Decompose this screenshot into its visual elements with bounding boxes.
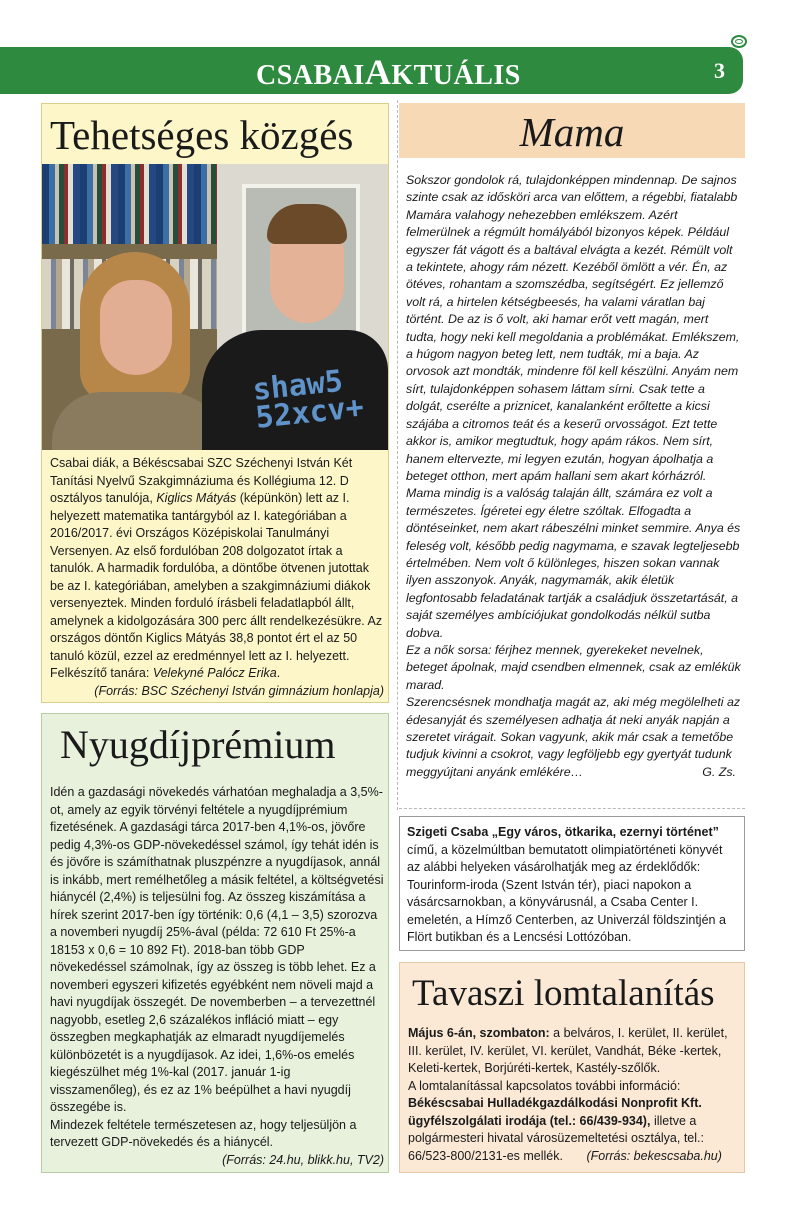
teacher-figure — [52, 242, 227, 450]
tshirt — [202, 330, 388, 450]
mama-paragraph: Szerencsésnek mondhatja magát az, aki még megölelheti az édesanyját és személyesen adhatja át neki anyák napján a szeretet virágait. Sokan vagyunk, akik már csak a temetőbe tudjuk kivinni a csokrot, vagy legföljebb egy gyertyát tudunk meggyújtani anyánk emlékére… G. Zs. — [406, 694, 742, 781]
article-pension — [41, 713, 389, 1173]
student-name: Kiglics Mátyás — [156, 491, 237, 505]
mama-paragraph: Sokszor gondolok rá, tulajdonképpen mindennap. De sajnos szinte csak az idősköri arca van előttem, a régebbi, fiatalabb Mamára valahogy nehezebben emlékszem. Azért felmerülnek a régmúlt homályából bizonyos képek. Például egyszer fát vágott és a baltával elvágta a kezét. Rémült volt a tekintete, ahogy rám nézett. Kezéből ömlött a vér. Én, az ötéves, rohantam a szomszédba, segítségért. Ez jellemző volt rá, a hirtelen kétségbeesés, ha valami váratlan baj történt. De az is ő volt, aki hamar erőt vett magán, mert tudta, hogy neki kell megoldania a problémákat. Emlékszem, a húgom nagyon beteg lett, nem tudták, mi a baja. Az orvosok azt mondták, mindenre föl kell készülni. Anyám nem sírt, tulajdonképpen sohasem láttam sírni. Csak tette a dolgát, cserélte a priznicet, kanalanként erőltette a kicsi szájába a citromos teát és a keserű orvosságot. Ezt tette akkor is, amikor megtudtuk, hogy apám rákos. Nem sírt, hanem eltervezte, mi legyen ezután, hogyan ápolhatja a beteget otthon, mert apám hallani sem akart kórházról. — [406, 173, 740, 483]
book-title: Szigeti Csaba „Egy város, ötkarika, ezernyi történet” — [407, 825, 719, 839]
talent-source: (Forrás: BSC Széchenyi István gimnázium honlapja) — [94, 683, 384, 698]
face — [100, 280, 172, 375]
talent-body: Csabai diák, a Békéscsabai SZC Széchenyi István Két Tanítási Nyelvű Szakgimnáziuma és Kollégiuma 12. D osztályos tanulója, Kiglics Mátyás (képünkön) lett az I. helyezett matematika tantárgyból az I. kategóriában a 2016/2017. évi Országos Középiskolai Tanulmányi Versenyen. Az első fordulóban 208 dolgozatot írtak a tanulók. A harmadik fordulóba, a döntőbe ötvenen jutottak be az I. kategóriában, amelyben a szakgimnáziumi diákok versenyeztek. Minden forduló írásbeli feladatlapból állt, amelynek a kidolgozására 300 perc állt rendelkezésükre. Az országos döntőn Kiglics Mátyás 38,8 pontot ért el az 50 tanuló közül, ezzel az eredménnyel lett az I. helyezett. Felkészítő tanára: Velekyné Palócz Erika. (Forrás: BSC Széchenyi István gimnázium honlapja) — [50, 455, 384, 700]
book-body: Szigeti Csaba „Egy város, ötkarika, ezernyi történet” című, a közelmúltban bemutatott olimpiatörténeti könyvét az alábbi helyeken vásárolhatják meg az érdeklődők: Tourinform-iroda (Szent István tér), piaci napokon a vásárcsarnokban, a könyvárusnál, a Csaba Center I. emeletén, a Hímző Centerben, az Univerzál földszintjén a Flört butikban és a Lencsési Lottózóban. — [407, 825, 726, 944]
shirt-print: shaw5 52xcv+ — [251, 363, 366, 436]
mama-body — [406, 172, 742, 781]
column-divider — [397, 100, 398, 810]
mama-headline: Mama — [519, 109, 625, 155]
sweater — [52, 392, 227, 450]
book-row — [42, 164, 217, 244]
article-talent — [41, 103, 389, 703]
student-teacher-photo — [42, 164, 388, 450]
swirl-logo-icon — [731, 35, 747, 48]
student-figure — [202, 204, 388, 450]
mama-paragraph: Ez a nők sorsa: férjhez mennek, gyerekeket nevelnek, beteget ápolnak, majd csendben elmennek, csak az emlékük marad. — [406, 642, 741, 692]
mama-paragraph: Mama mindig is a valóság talaján állt, számára ez volt a természetes. Ígéretei egy életre szóltak. Elfogadta a döntéseinket, nem akart rábeszélni minket semmire. Anya és feleség volt, később pedig nagymama, e szavak legteljesebb értelmében. Nem volt ő különleges, hiszen sokan vannak ilyen asszonyok. Anyák, nagymamák, akik életük legfontosabb feladatának tartják a családjuk összetartását, a saját személyes ambíciójukat gondolkodás nélkül sutba dobva. — [406, 486, 741, 640]
publication-title: CSABAIAKTUÁLIS — [256, 52, 521, 92]
page-number: 3 — [714, 58, 725, 83]
teacher-name: Velekyné Palócz Erika — [152, 666, 277, 680]
section-divider — [399, 808, 745, 809]
author-signature: G. Zs. — [702, 764, 736, 779]
book-notice — [399, 816, 745, 951]
cleanup-date: Május 6-án, szombaton: — [408, 1026, 550, 1040]
cleanup-company: Békéscsabai Hulladékgazdálkodási Nonprofit Kft. ügyfélszolgálati irodája (tel.: 66/439-934), — [408, 1096, 702, 1128]
article-cleanup — [399, 962, 745, 1173]
cleanup-source: (Forrás: bekescsaba.hu) — [586, 1148, 722, 1163]
hair — [267, 204, 347, 244]
pension-headline: Nyugdíjprémium — [60, 722, 336, 767]
pension-body: Idén a gazdasági növekedés várhatóan meghaladja a 3,5%-ot, amely az egyik törvényi feltétele a nyugdíjprémium fizetésének. A gazdasági tárca 2017-ben 4,1%-os, jövőre pedig 4,3%-os GDP-növekedéssel számol, így tehát idén is és jövőre is számíthatnak pluszpénzre a nyugdíjasok, annál is inkább, mert remélhetőleg a másik feltétel, a költségvetési hiánycél (2,4%) is teljesülni fog. Az összeg kiszámítása a hírek szerint 2017-ben így történik: 0,6 (4,1 – 3,5) szorozva a novemberi nyugdíj 25%-ával (példa: 72 610 Ft 25%-a 18153 x 0,6 = 10 892 Ft). 2018-ban több GDP növekedéssel számolnak, így az összeg is több lehet. Ez a novemberi egyszeri kifizetés egyébként nem növeli majd a havi nyugdíjak összegét. De novemberben – a tervezettnél nagyobb, esetleg 2,6 százalékos infláció miatt – egy összegben megkaphatják az elmaradt nyugdíjemelés különbözetét is a nyugdíjasok. Az idei, 1,6%-os emelés kiegészülhet még 1%-kal (2017. január 1-ig visszamenőleg), és ez az 1% beépülhet a havi nyugdíj összegébe is. Mindezek feltétele természetesen az, hogy teljesüljön a tervezett GDP-növekedés és a hiánycél. (Forrás: 24.hu, blikk.hu, TV2) — [50, 784, 384, 1169]
talent-headline: Tehetséges közgés — [50, 112, 354, 158]
mama-headline-box — [399, 103, 745, 158]
cleanup-body: Május 6-án, szombaton: a belváros, I. kerület, II. kerület, III. kerület, IV. kerület, VI. kerület, Vandhát, Béke -kertek, Keleti-kertek, Borjúréti-kertek, Kastély-szőlők. A lomtalanítással kapcsolatos további információ: Békéscsabai Hulladékgazdálkodási Nonprofit Kft. ügyfélszolgálati irodája (tel.: 66/439-934), illetve a polgármesteri hivatal városüzemeltetési osztálya, tel.: 66/523-800/2131-es mellék. (Forrás: bekescsaba.hu) — [408, 1026, 728, 1163]
cleanup-headline: Tavaszi lomtalanítás — [412, 973, 715, 1014]
pension-source: (Forrás: 24.hu, blikk.hu, TV2) — [222, 1152, 384, 1167]
